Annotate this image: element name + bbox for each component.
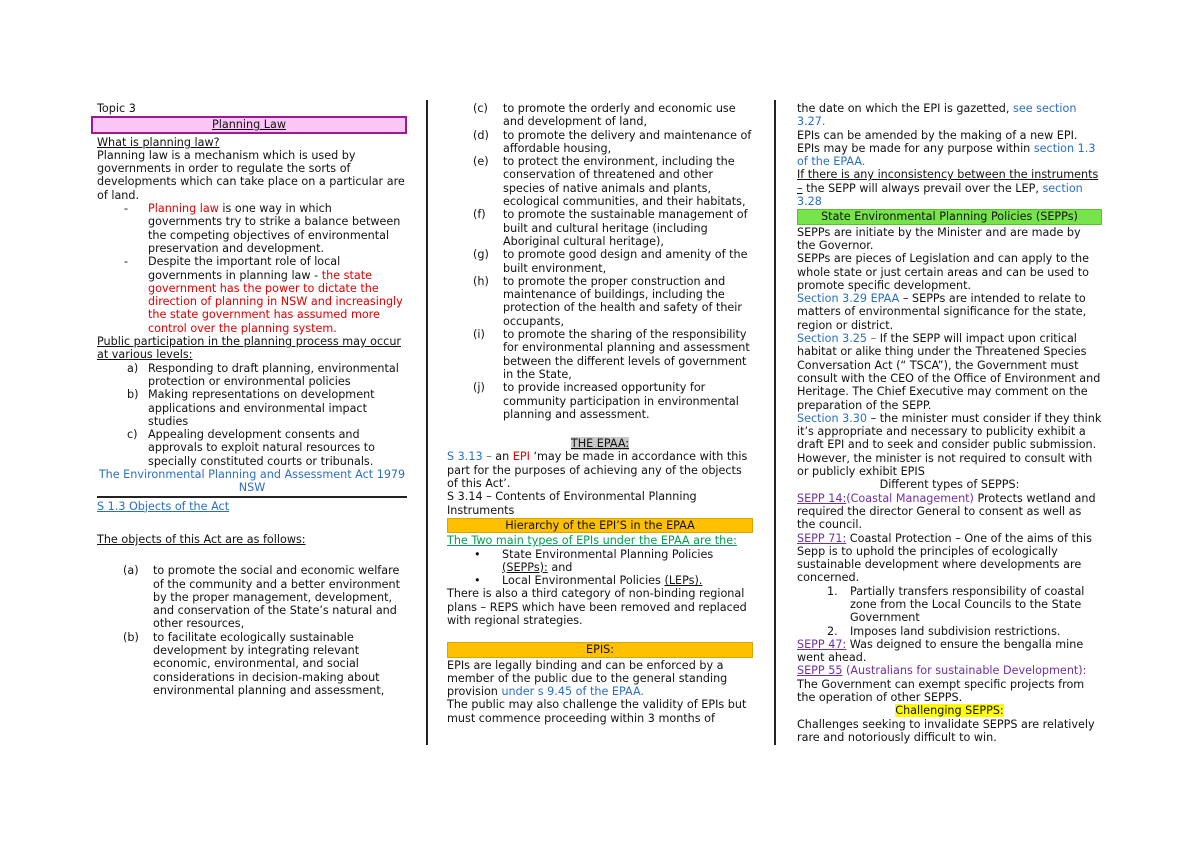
- object-item: (j) to provide increased opportunity for community participation in environmental planning and assessment.: [473, 381, 739, 421]
- object-item: (h) to promote the proper construction and maintenance of buildings, including the protection of the health and safety of their occupants,: [473, 274, 743, 328]
- column-divider-2: [774, 100, 776, 745]
- challenges-paragraph: Challenges seeking to invalidate SEPPS are relatively rare and notoriously difficult to win.: [797, 717, 1095, 744]
- amend-paragraph: EPIs can be amended by the making of a new EPI.: [797, 128, 1078, 142]
- sepp71-item: 2. Imposes land subdivision restrictions.: [827, 624, 1061, 638]
- pieces-paragraph: SEPPs are pieces of Legislation and can apply to the whole state or just certain areas and can be used to promote specific development.: [797, 252, 1090, 292]
- epi-type-item: • State Environmental Planning Policies (SEPPs): and: [474, 547, 714, 574]
- dash-item: - Despite the important role of local governments in planning law - the state government has the power to dictate the direction of planning in NSW and increasingly the state government has assumed more control over the planning system.: [124, 255, 403, 335]
- level-item: b) Making representations on development applications and environmental impact studies: [127, 388, 375, 428]
- binding-paragraph: EPIs are legally binding and can be enforced by a member of the public due to the general standing provision under s 9.45 of the EPAA.: [447, 658, 728, 699]
- object-item: (f) to promote the sustainable management of built and cultural heritage (including Aboriginal cultural heritage),: [473, 208, 748, 248]
- public-participation-heading: Public participation in the planning process may occur at various levels:: [97, 335, 402, 362]
- inconsistency-paragraph: If there is any inconsistency between the instruments – the SEPP will always prevail over the LEP, section 3.28: [797, 168, 1099, 209]
- object-item: (b) to facilitate ecologically sustainable development by integrating relevant economic, environmental, and social considerations in decision-making about environmental planning and assessment,: [123, 630, 385, 697]
- level-item: c) Appealing development consents and approvals to exploit natural resources to specially constituted courts or tribunals.: [127, 428, 375, 468]
- s313-paragraph: S 3.13 – an EPI ‘may be made in accordance with this part for the purposes of achieving any of the objects of this Act’.: [447, 450, 748, 491]
- object-item: (i) to promote the sharing of the responsibility for environmental planning and assessment between the different levels of government in the State,: [473, 328, 750, 381]
- third-category-paragraph: There is also a third category of non-binding regional plans – REPS which have been removed and replaced with regional strategies.: [447, 587, 747, 627]
- sepp71-item: 1. Partially transfers responsibility of coastal zone from the Local Councils to the State Government: [827, 584, 1085, 625]
- epis-bar: EPIS:: [447, 642, 753, 657]
- objects-intro: The objects of this Act are as follows:: [97, 532, 306, 546]
- act-title: The Environmental Planning and Assessment Act 1979 NSW: [97, 468, 407, 498]
- level-item: a) Responding to draft planning, environmental protection or environmental policies: [127, 361, 399, 388]
- planning-law-definition: Planning law is a mechanism which is used by governments in order to regulate the sorts of developments which can take place on a particular are of land.: [97, 148, 405, 202]
- hierarchy-bar: Hierarchy of the EPI’S in the EPAA: [447, 518, 753, 533]
- sepp47-paragraph: SEPP 47: Was deigned to ensure the bengalla mine went ahead.: [797, 637, 1084, 665]
- topic-label: Topic 3: [97, 102, 136, 115]
- s329-paragraph: Section 3.29 EPAA – SEPPs are intended to relate to matters of environmental significance for the state, region or district.: [797, 292, 1087, 332]
- two-types-heading: The Two main types of EPIs under the EPAA are the:: [447, 534, 737, 548]
- object-item: (g) to promote good design and amenity of the built environment,: [473, 248, 748, 275]
- s314-paragraph: S 3.14 – Contents of Environmental Planning Instruments: [447, 490, 697, 517]
- gazette-paragraph: the date on which the EPI is gazetted, see section 3.27.: [797, 102, 1077, 129]
- question-heading: What is planning law?: [97, 135, 220, 149]
- object-item: (c) to promote the orderly and economic use and development of land,: [473, 102, 736, 129]
- challenging-heading: Challenging SEPPS:: [895, 704, 1004, 718]
- s325-paragraph: Section 3.25 – If the SEPP will impact upon critical habitat or alike thing under the Threatened Species Conversation Act (“ TSCA”), the Government must consult with the CEO of the Office of Environment and Heritage. The Chief Executive may comment on the preparation of the SEPP.: [797, 332, 1101, 412]
- s13-objects-link[interactable]: S 1.3 Objects of the Act: [97, 499, 230, 513]
- challenge-paragraph: The public may also challenge the validity of EPIs but must commence proceeding within 3 months of: [447, 698, 747, 725]
- s330-paragraph: Section 3.30 – the minister must consider if they think it’s appropriate and necessary to publicity exhibit a draft EPI and to seek and consider public submission. However, the minister is not required to consult with or publicly exhibit EPIS: [797, 411, 1102, 479]
- dash-item: - Planning law is one way in which governments try to strike a balance between the competing objectives of environmental preservation and development.: [124, 202, 401, 255]
- sepp71-paragraph: SEPP 71: Coastal Protection – One of the aims of this Sepp is to uphold the principles of ecologically sustainable development where developments are concerned.: [797, 531, 1092, 585]
- initiate-paragraph: SEPPs are initiate by the Minister and are made by the Governor.: [797, 225, 1081, 252]
- sepp-bar: State Environmental Planning Policies (SEPPs): [797, 209, 1102, 224]
- different-types-heading: Different types of SEPPS:: [879, 478, 1020, 492]
- column-3: [797, 102, 1102, 744]
- object-item: (e) to protect the environment, including the conservation of threatened and other species of native animals and plants, ecological communities, and their habitats,: [473, 155, 746, 209]
- planning-law-header: Planning Law: [91, 116, 407, 133]
- epaa-heading: THE EPAA:: [570, 437, 630, 451]
- column-1: [97, 102, 407, 697]
- object-item: (d) to promote the delivery and maintenance of affordable housing,: [473, 128, 752, 155]
- sepp55-paragraph: SEPP 55 (Australians for sustainable Development): The Government can exempt specific projects from the operation of other SEPPS.: [797, 664, 1087, 705]
- object-item: (a) to promote the social and economic welfare of the community and a better environment by the proper management, development, and conservation of the State’s natural and other resources,: [123, 564, 400, 631]
- column-divider-1: [426, 100, 428, 745]
- column-2: [447, 102, 753, 725]
- purpose-paragraph: EPIs may be made for any purpose within section 1.3 of the EPAA.: [797, 141, 1096, 169]
- sepp14-paragraph: SEPP 14:(Coastal Management) Protects wetland and required the director General to consent as well as the council.: [797, 491, 1096, 532]
- epi-type-item: • Local Environmental Policies (LEPs).: [474, 574, 703, 588]
